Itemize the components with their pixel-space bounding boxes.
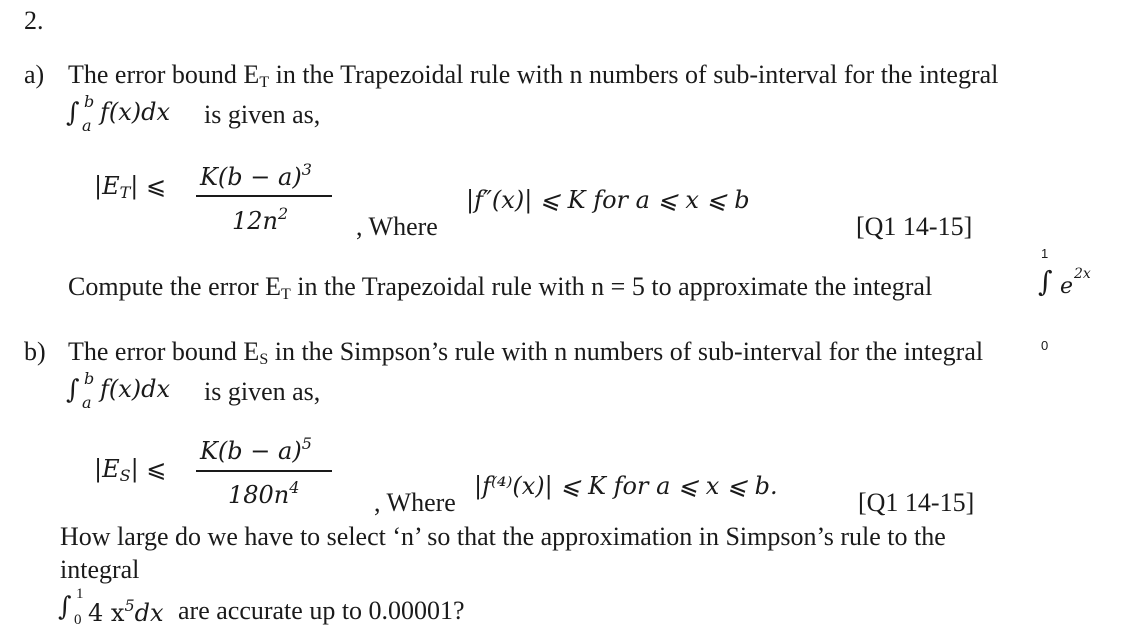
part-a-target-integral xyxy=(1030,246,1110,353)
target-base: e xyxy=(1060,274,1074,299)
integral-sign-icon: ∫ xyxy=(58,592,72,622)
integral-lower-limit: a xyxy=(82,116,92,135)
compute-rest: in the Trapezoidal rule with n = 5 to approximate the integral xyxy=(290,272,933,301)
numerator-exponent: 5 xyxy=(301,434,312,453)
integral-body: f(x)dx xyxy=(100,98,171,126)
denominator-text: 180n xyxy=(228,481,290,509)
part-a-denominator xyxy=(232,204,288,235)
part-b-question-line2: integral xyxy=(60,555,140,584)
part-b-denominator xyxy=(228,478,299,509)
part-a-intro-text: The error bound E xyxy=(68,60,260,89)
integral-upper-limit: b xyxy=(84,92,95,111)
part-a-lhs xyxy=(94,172,166,202)
target-exponent: 2x xyxy=(1074,266,1091,282)
lhs-open: |E xyxy=(94,455,120,483)
part-b-where: , Where xyxy=(374,488,456,517)
compute-text: Compute the error E xyxy=(68,272,281,301)
target-lower-limit: 0 xyxy=(1041,338,1049,353)
part-a-numerator xyxy=(200,160,312,191)
lhs-subscript: T xyxy=(119,183,131,202)
denominator-exponent: 4 xyxy=(289,478,300,497)
integral-sign-icon: ∫ xyxy=(66,98,80,128)
part-a-where: , Where xyxy=(356,212,438,241)
integral-body: f(x)dx xyxy=(100,375,171,403)
part-a-condition: |f″(x)| ⩽ K for a ⩽ x ⩽ b xyxy=(466,186,750,214)
integral-sign-icon: ∫ xyxy=(66,375,80,405)
part-b-intro-rest: in the Simpson’s rule with n numbers of sub-interval for the integral xyxy=(268,337,984,366)
part-a-intro xyxy=(68,60,998,98)
integral-sign-icon: ∫ xyxy=(1038,265,1053,298)
part-b-fraction-bar xyxy=(196,470,332,472)
part-b-intro-subscript: S xyxy=(259,351,269,368)
part-a-reference: [Q1 14-15] xyxy=(856,212,973,241)
lhs-open: |E xyxy=(94,172,120,200)
part-b-intro xyxy=(68,337,983,375)
part-a-fraction-bar xyxy=(196,195,332,197)
part-b-intro-text: The error bound E xyxy=(68,337,260,366)
numerator-text: K(b − a) xyxy=(200,163,302,191)
target-exponent: 5 xyxy=(124,596,135,615)
part-a-compute xyxy=(68,272,932,310)
lhs-close: | ⩽ xyxy=(130,172,167,200)
denominator-exponent: 2 xyxy=(278,204,289,223)
target-upper-limit: 1 xyxy=(1041,246,1049,261)
lhs-close: | ⩽ xyxy=(130,455,167,483)
target-body xyxy=(88,596,164,627)
target-body-text: 4 x xyxy=(88,599,125,627)
integral-lower-limit: a xyxy=(82,393,92,412)
numerator-exponent: 3 xyxy=(301,160,312,179)
target-lower-limit: 0 xyxy=(74,612,82,628)
part-b-condition: |f⁽⁴⁾(x)| ⩽ K for a ⩽ x ⩽ b. xyxy=(474,472,778,500)
part-a-given-as: is given as, xyxy=(204,100,321,129)
lhs-subscript: S xyxy=(119,466,131,485)
denominator-text: 12n xyxy=(232,207,278,235)
part-a-label: a) xyxy=(24,60,45,89)
part-b-lhs xyxy=(94,455,166,485)
part-b-question-line1: How large do we have to select ‘n’ so that the approximation in Simpson’s rule to the xyxy=(60,522,946,551)
target-dx: dx xyxy=(134,599,164,627)
compute-subscript: T xyxy=(281,286,291,303)
part-a-intro-subscript: T xyxy=(259,74,270,91)
part-a-intro-rest: in the Trapezoidal rule with n numbers of sub-interval for the integral xyxy=(269,60,999,89)
part-b-given-as: is given as, xyxy=(204,377,321,406)
numerator-text: K(b − a) xyxy=(200,437,302,465)
part-b-numerator xyxy=(200,434,312,465)
question-number: 2. xyxy=(24,6,44,35)
part-b-label: b) xyxy=(24,337,46,366)
part-b-reference: [Q1 14-15] xyxy=(858,488,975,517)
integral-upper-limit: b xyxy=(84,369,95,388)
target-upper-limit: 1 xyxy=(76,586,84,602)
part-b-accuracy: are accurate up to 0.00001? xyxy=(178,596,465,625)
